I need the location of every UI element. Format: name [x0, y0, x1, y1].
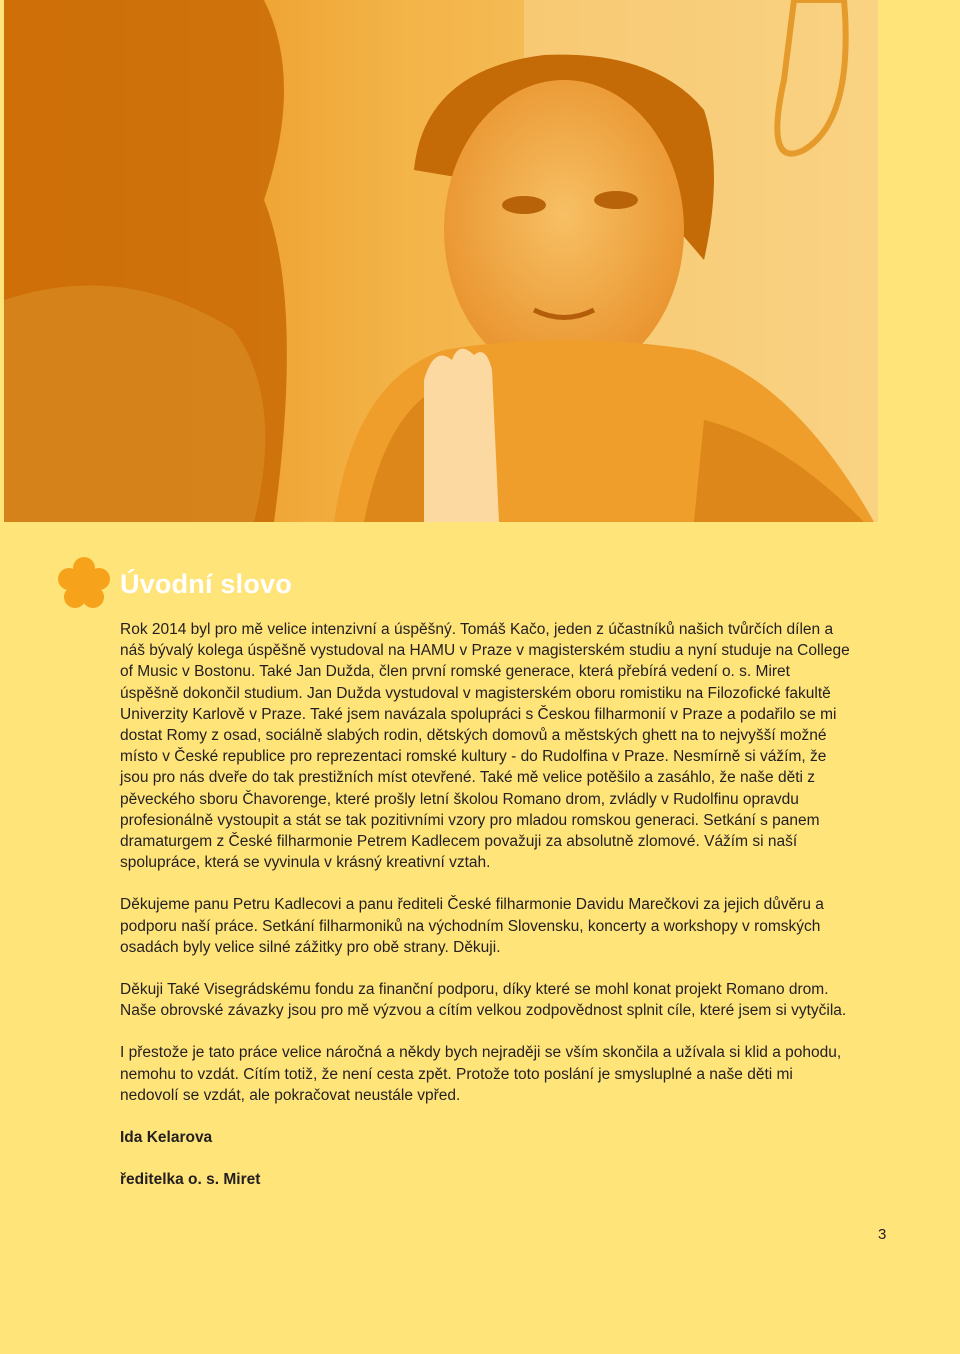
header-photo: [4, 0, 878, 522]
portrait-photo-illustration: [4, 0, 878, 522]
paragraph: Rok 2014 byl pro mě velice intenzivní a úspěšný. Tomáš Kačo, jeden z účastníků našich tvůrčích dílen a náš bývalý kolega úspěšně vystudoval na HAMU v Praze v magisterském studiu a nyní studuje na College of Music v Bostonu. Také Jan Dužda, člen první romské generace, která přebírá vedení o. s. Miret úspěšně dokončil studium. Jan Dužda vystudoval v magisterském oboru romistiku na Filozofické fakultě Univerzity Karlově v Praze. Také jsem navázala spolupráci s Českou filharmonií v Praze a podařilo se mi dostat Romy z osad, sociálně slabých rodin, dětských domovů a městských ghett na to nejvyšší možné místo v České republice pro reprezentaci romské kultury - do Rudolfina v Praze. Nesmírně si vážím, že jsou pro nás dveře do tak prestižních míst otevřené. Také mě velice potěšilo a zasáhlo, že naše děti z pěveckého sboru Čhavorenge, které prošly letní školou Romano drom, zvládly v Rudolfinu opravdu profesionálně vystoupit a stát se tak pozitivními vzory pro mladou romskou generaci. Setkání s panem dramaturgem z České filharmonie Petrem Kadlecem považuji za absolutně zlomové. Vážím si naší spolupráce, která se vyvinula v krásný kreativní vztah.: [120, 621, 850, 872]
page-number: 3: [878, 1226, 887, 1243]
page-title: Úvodní slovo: [120, 568, 292, 599]
article-body: [120, 619, 850, 1211]
paragraph: Děkuji Také Visegrádskému fondu za finanční podporu, díky které se mohl konat projekt Romano drom. Naše obrovské závazky jsou pro mě výzvou a cítím velkou zodpovědnost splnit cíle, které jsem si vytyčila.: [120, 981, 847, 1020]
paragraph: Děkujeme panu Petru Kadlecovi a panu řediteli České filharmonie Davidu Marečkovi za jejich důvěru a podporu naší práce. Setkání filharmoniků na východním Slovensku, koncerty a workshopy v romských osadách byly velice silné zážitky pro obě strany. Děkuji.: [120, 896, 824, 956]
flower-icon: [56, 556, 112, 612]
signature-role: ředitelka o. s. Miret: [120, 1171, 261, 1189]
section-heading: [56, 556, 292, 612]
signature-name: Ida Kelarova: [120, 1129, 213, 1147]
paragraph: I přestože je tato práce velice náročná a někdy bych nejraději se vším skončila a užívala si klid a pohodu, nemohu to vzdát. Cítím totiž, že není cesta zpět. Protože toto poslání je smysluplné a naše děti mi nedovolí se vzdát, ale pokračovat neustále vpřed.: [120, 1044, 842, 1104]
